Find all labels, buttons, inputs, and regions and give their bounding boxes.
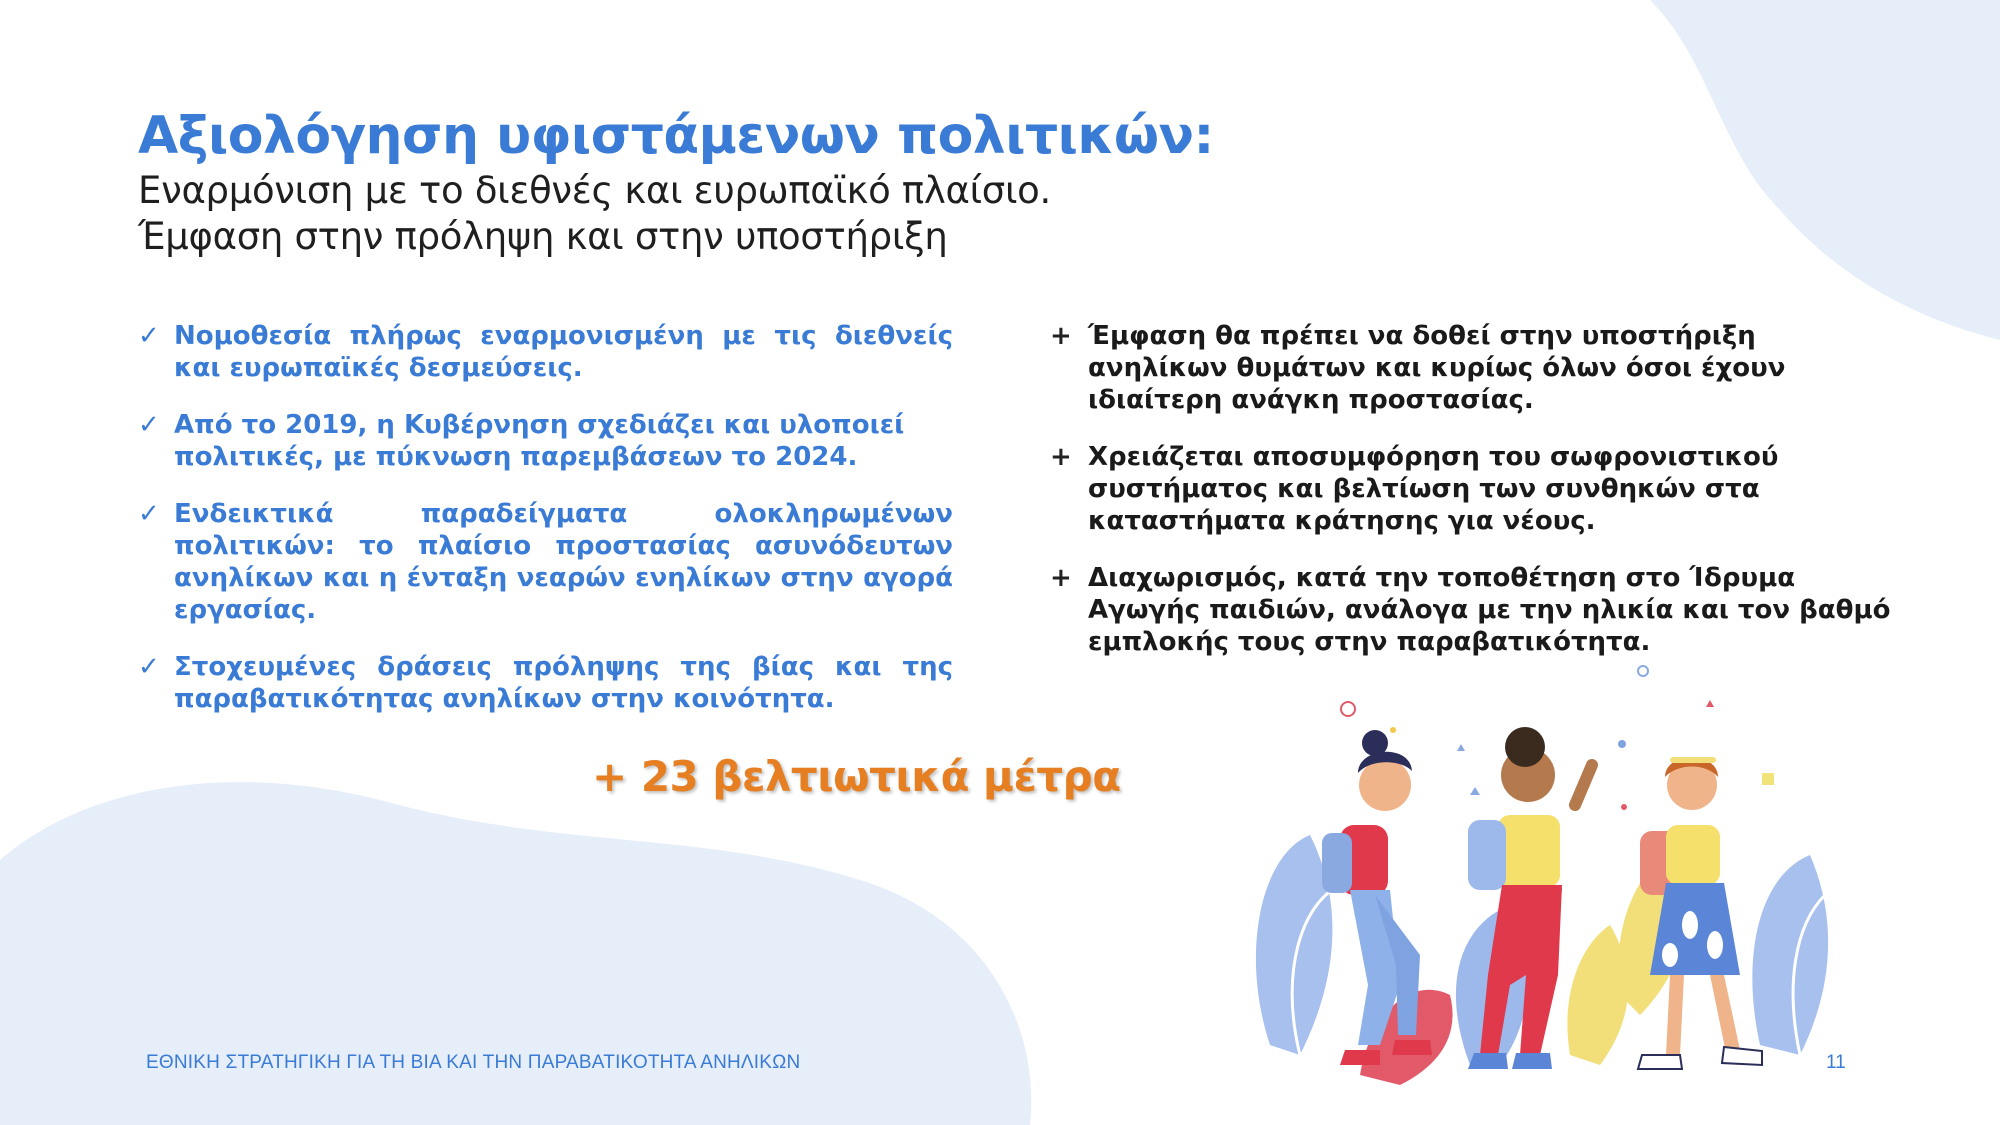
background-blob-top-right [1620, 0, 2000, 345]
footer-text: ΕΘΝΙΚΗ ΣΤΡΑΤΗΓΙΚΗ ΓΙΑ ΤΗ ΒΙΑ ΚΑΙ ΤΗΝ ΠΑΡΑΒΑΤΙΚΟΤΗΤΑ ΑΝΗΛΙΚΩΝ [146, 1052, 801, 1073]
list-item [138, 498, 953, 626]
plus-icon: + [1050, 563, 1072, 593]
list-item-text: Διαχωρισμός, κατά την τοποθέτηση στο Ίδρυμα Αγωγής παιδιών, ανάλογα με την ηλικία και τον βαθμό εμπλοκής τους στην παραβατικότητα. [1088, 563, 1891, 657]
subtitle-line-2: Έμφαση στην πρόληψη και στην υποστήριξη [138, 215, 948, 258]
page-number: 11 [1826, 1052, 1846, 1073]
checkmark-icon: ✓ [138, 652, 160, 682]
list-item-text: Νομοθεσία πλήρως εναρμονισμένη με τις διεθνείς και ευρωπαϊκές δεσμεύσεις. [174, 321, 953, 383]
list-item [138, 320, 953, 384]
plus-icon: + [1050, 442, 1072, 472]
list-item-text: Έμφαση θα πρέπει να δοθεί στην υποστήριξη ανηλίκων θυμάτων και κυρίως όλων όσοι έχουν ιδιαίτερη ανάγκη προστασίας. [1088, 321, 1786, 415]
list-item [138, 651, 953, 715]
list-item-text: Χρειάζεται αποσυμφόρηση του σωφρονιστικού συστήματος και βελτίωση των συνθηκών στα καταστήματα κράτησης για νέους. [1088, 442, 1779, 536]
left-bullet-list [138, 320, 953, 740]
checkmark-icon: ✓ [138, 410, 160, 440]
page-title: Αξιολόγηση υφιστάμενων πολιτικών: [138, 106, 1214, 166]
checkmark-icon: ✓ [138, 499, 160, 529]
list-item [1050, 562, 1895, 658]
list-item [138, 409, 953, 473]
children-walking-illustration-icon [1240, 655, 1900, 1095]
plus-icon: + [1050, 321, 1072, 351]
title-block [138, 104, 1338, 260]
list-item-text: Από το 2019, η Κυβέρνηση σχεδιάζει και υλοποιεί πολιτικές, με πύκνωση παρεμβάσεων το 2024. [174, 410, 905, 472]
measures-highlight: + 23 βελτιωτικά μέτρα [592, 752, 1121, 801]
list-item [1050, 320, 1895, 416]
list-item [1050, 441, 1895, 537]
list-item-text: Στοχευμένες δράσεις πρόληψης της βίας και της παραβατικότητας ανηλίκων στην κοινότητα. [174, 652, 953, 714]
checkmark-icon: ✓ [138, 321, 160, 351]
list-item-text: Ενδεικτικά παραδείγματα ολοκληρωμένων πολιτικών: το πλαίσιο προστασίας ασυνόδευτων ανηλίκων και η ένταξη νεαρών ενηλίκων στην αγορά εργασίας. [174, 499, 953, 625]
right-bullet-list [1050, 320, 1895, 683]
subtitle-line-1: Εναρμόνιση με το διεθνές και ευρωπαϊκό πλαίσιο. [138, 169, 1051, 212]
